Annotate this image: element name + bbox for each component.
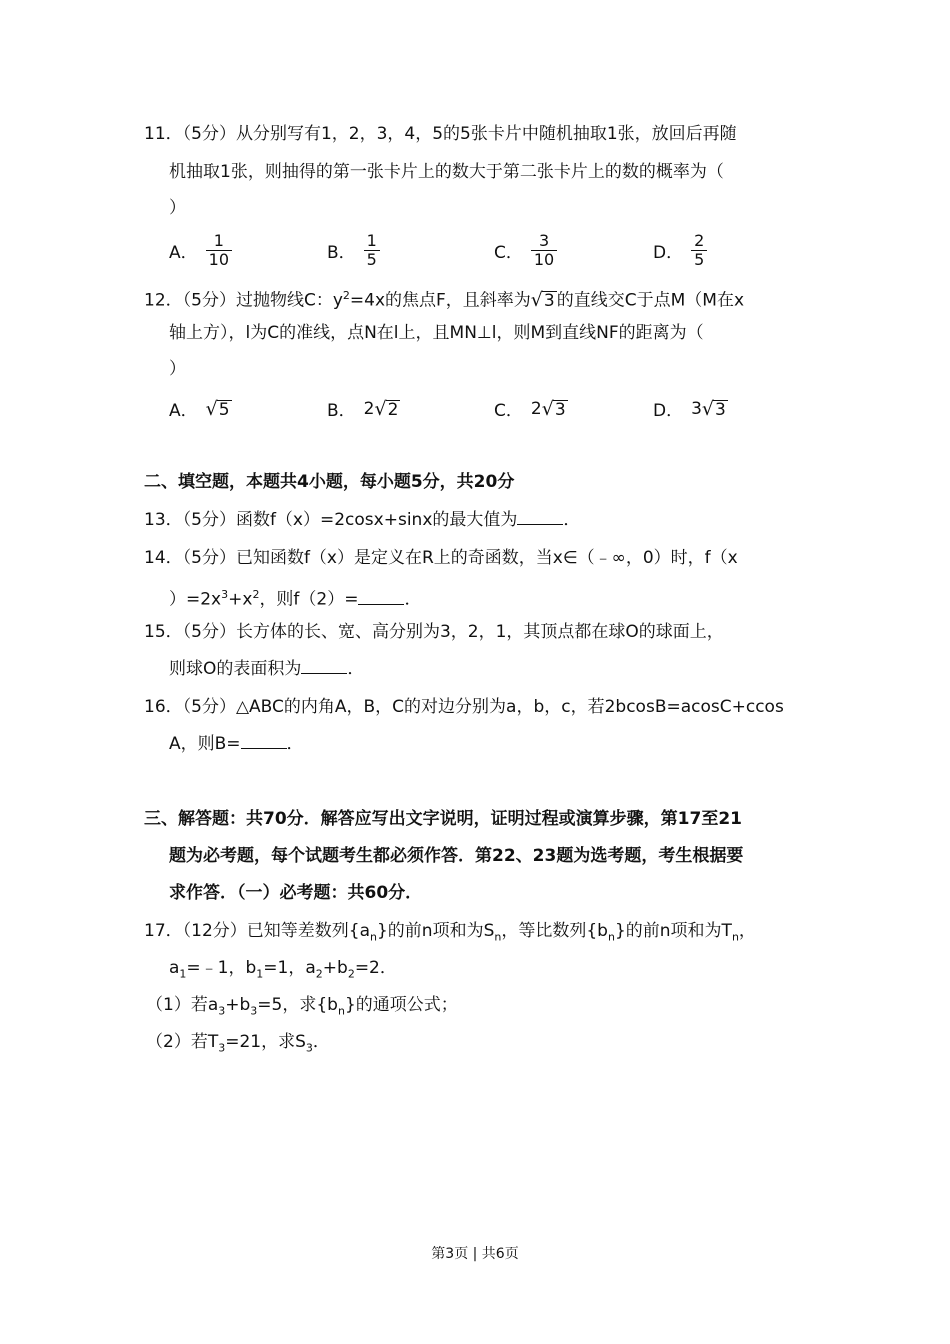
text: ． bbox=[312, 1032, 330, 1052]
coefficient: 2 bbox=[530, 398, 542, 419]
q12-line3: ） bbox=[169, 359, 186, 379]
subscript: n bbox=[370, 930, 377, 944]
subscript: 3 bbox=[218, 1041, 226, 1055]
answer-blank bbox=[301, 657, 347, 674]
text: 17．（12分）已知等差数列{a bbox=[144, 921, 370, 941]
sqrt-symbol: √ bbox=[701, 397, 715, 420]
section2-heading: 二、填空题，本题共4小题，每小题5分，共20分 bbox=[144, 472, 515, 492]
q11-option-d bbox=[653, 232, 707, 269]
text: A，则B= bbox=[169, 734, 241, 754]
option-label: D． bbox=[653, 401, 684, 421]
subscript: n bbox=[731, 930, 739, 944]
q16-line1: 16．（5分）△ABC的内角A，B，C的对边分别为a，b，c，若2bcosB=acosC+ccos bbox=[144, 697, 784, 717]
text: 则球O的表面积为 bbox=[169, 659, 302, 679]
q12-line1 bbox=[144, 284, 744, 313]
radical bbox=[531, 290, 557, 310]
sqrt-symbol: √ bbox=[374, 397, 387, 420]
q17-part1 bbox=[146, 993, 458, 1023]
q11-option-b bbox=[327, 232, 380, 269]
option-label: B． bbox=[327, 401, 356, 421]
text: +b bbox=[225, 995, 251, 1015]
subscript: 1 bbox=[179, 967, 187, 981]
q12-option-a bbox=[169, 396, 232, 421]
subscript: n bbox=[607, 930, 615, 944]
text: ，则f（2）= bbox=[259, 589, 359, 610]
q11-line1: 11．（5分）从分别写有1，2，3，4，5的5张卡片中随机抽取1张，放回后再随 bbox=[144, 124, 737, 144]
text: =21，求S bbox=[225, 1032, 306, 1052]
text: 的直线交C于点M（M在x bbox=[556, 290, 744, 311]
radicand: 5 bbox=[218, 399, 230, 420]
subscript: n bbox=[494, 930, 502, 944]
denominator: 5 bbox=[694, 250, 705, 269]
q12-option-b bbox=[327, 396, 400, 421]
radical bbox=[702, 399, 728, 419]
fraction bbox=[364, 232, 380, 269]
option-label: C． bbox=[494, 243, 523, 263]
coefficient: 2 bbox=[363, 398, 375, 419]
radical bbox=[542, 399, 568, 419]
answer-blank bbox=[517, 508, 563, 525]
page-footer: 第3页 | 共6页 bbox=[431, 1246, 519, 1262]
fraction bbox=[531, 232, 557, 269]
text: 12．（5分）过抛物线C：y bbox=[144, 290, 343, 311]
sqrt-symbol: √ bbox=[530, 288, 543, 311]
q17-line2 bbox=[169, 956, 397, 986]
q16-line2 bbox=[169, 732, 304, 756]
text: =1，a bbox=[263, 958, 316, 978]
q12-line2: 轴上方），l为C的准线，点N在l上，且MN⊥l，则M到直线NF的距离为（ bbox=[169, 323, 704, 343]
q13-line1 bbox=[144, 508, 580, 532]
text: a bbox=[169, 958, 180, 978]
denominator: 10 bbox=[208, 250, 229, 269]
q11-line2: 机抽取1张，则抽得的第一张卡片上的数大于第二张卡片上的数的概率为（ bbox=[169, 162, 724, 182]
q14-line2 bbox=[169, 583, 421, 612]
text: =﹣1，b bbox=[186, 958, 257, 978]
denominator: 10 bbox=[533, 250, 555, 269]
text: （1）若a bbox=[146, 995, 219, 1015]
section3-line1: 三、解答题：共70分．解答应写出文字说明，证明过程或演算步骤，第17至21 bbox=[144, 809, 742, 829]
q12-option-c bbox=[494, 396, 568, 421]
subscript: 1 bbox=[256, 967, 264, 981]
q11-option-c bbox=[494, 232, 557, 269]
radical bbox=[375, 399, 401, 419]
subscript: n bbox=[337, 1004, 345, 1018]
q15-line2 bbox=[169, 657, 364, 681]
text: +b bbox=[322, 958, 348, 978]
text: 13．（5分）函数f（x）=2cosx+sinx的最大值为 bbox=[144, 510, 518, 530]
sqrt-symbol: √ bbox=[541, 397, 554, 420]
denominator: 5 bbox=[366, 250, 377, 269]
superscript: 3 bbox=[221, 588, 229, 601]
subscript: 2 bbox=[347, 967, 355, 981]
text: ）=2x bbox=[169, 589, 222, 610]
numerator: 2 bbox=[694, 231, 705, 250]
text: ． bbox=[404, 589, 422, 610]
subscript: 3 bbox=[250, 1004, 258, 1018]
section3-line2: 题为必考题，每个试题考生都必须作答．第22、23题为选考题，考生根据要 bbox=[169, 846, 744, 866]
superscript: 2 bbox=[252, 588, 260, 601]
q11-line3: ） bbox=[169, 198, 186, 218]
option-label: D． bbox=[653, 243, 684, 263]
radicand: 3 bbox=[554, 399, 566, 420]
option-label: A． bbox=[169, 243, 198, 263]
text: ． bbox=[286, 734, 304, 754]
q12-option-d bbox=[653, 396, 728, 421]
numerator: 1 bbox=[366, 231, 377, 250]
q15-line1: 15．（5分）长方体的长、宽、高分别为3，2，1，其顶点都在球O的球面上， bbox=[144, 622, 724, 642]
superscript: 2 bbox=[342, 289, 350, 302]
radicand: 2 bbox=[387, 399, 399, 420]
radicand: 3 bbox=[715, 399, 726, 420]
q17-part2 bbox=[146, 1030, 330, 1060]
text: （2）若T bbox=[146, 1032, 219, 1052]
text: +x bbox=[228, 589, 253, 610]
radicand: 3 bbox=[543, 290, 555, 311]
text: ，等比数列{b bbox=[501, 921, 608, 941]
numerator: 1 bbox=[213, 231, 224, 250]
text: =4x的焦点F，且斜率为 bbox=[349, 290, 531, 311]
option-label: C． bbox=[494, 401, 523, 421]
option-label: A． bbox=[169, 401, 198, 421]
subscript: 3 bbox=[218, 1004, 226, 1018]
sqrt-symbol: √ bbox=[205, 397, 218, 420]
text: ． bbox=[563, 510, 581, 530]
text: ． bbox=[347, 659, 365, 679]
text: }的通项公式； bbox=[344, 995, 458, 1015]
subscript: 2 bbox=[315, 967, 323, 981]
section3-line3: 求作答．（一）必考题：共60分． bbox=[169, 883, 423, 903]
text: }的前n项和为T bbox=[614, 921, 732, 941]
answer-blank bbox=[358, 588, 404, 605]
fraction bbox=[691, 232, 707, 269]
fraction bbox=[206, 232, 232, 269]
text: =2． bbox=[354, 958, 397, 978]
q14-line1: 14．（5分）已知函数f（x）是定义在R上的奇函数，当x∈（﹣∞，0）时，f（x bbox=[144, 548, 738, 568]
text: }的前n项和为S bbox=[376, 921, 495, 941]
radical bbox=[206, 399, 232, 419]
subscript: 3 bbox=[305, 1041, 313, 1055]
option-label: B． bbox=[327, 243, 356, 263]
numerator: 3 bbox=[538, 231, 550, 250]
q17-line1 bbox=[144, 919, 756, 949]
text: =5，求{b bbox=[257, 995, 338, 1015]
text: ， bbox=[738, 921, 756, 941]
q11-option-a bbox=[169, 232, 232, 269]
answer-blank bbox=[241, 732, 287, 749]
coefficient: 3 bbox=[691, 398, 702, 419]
